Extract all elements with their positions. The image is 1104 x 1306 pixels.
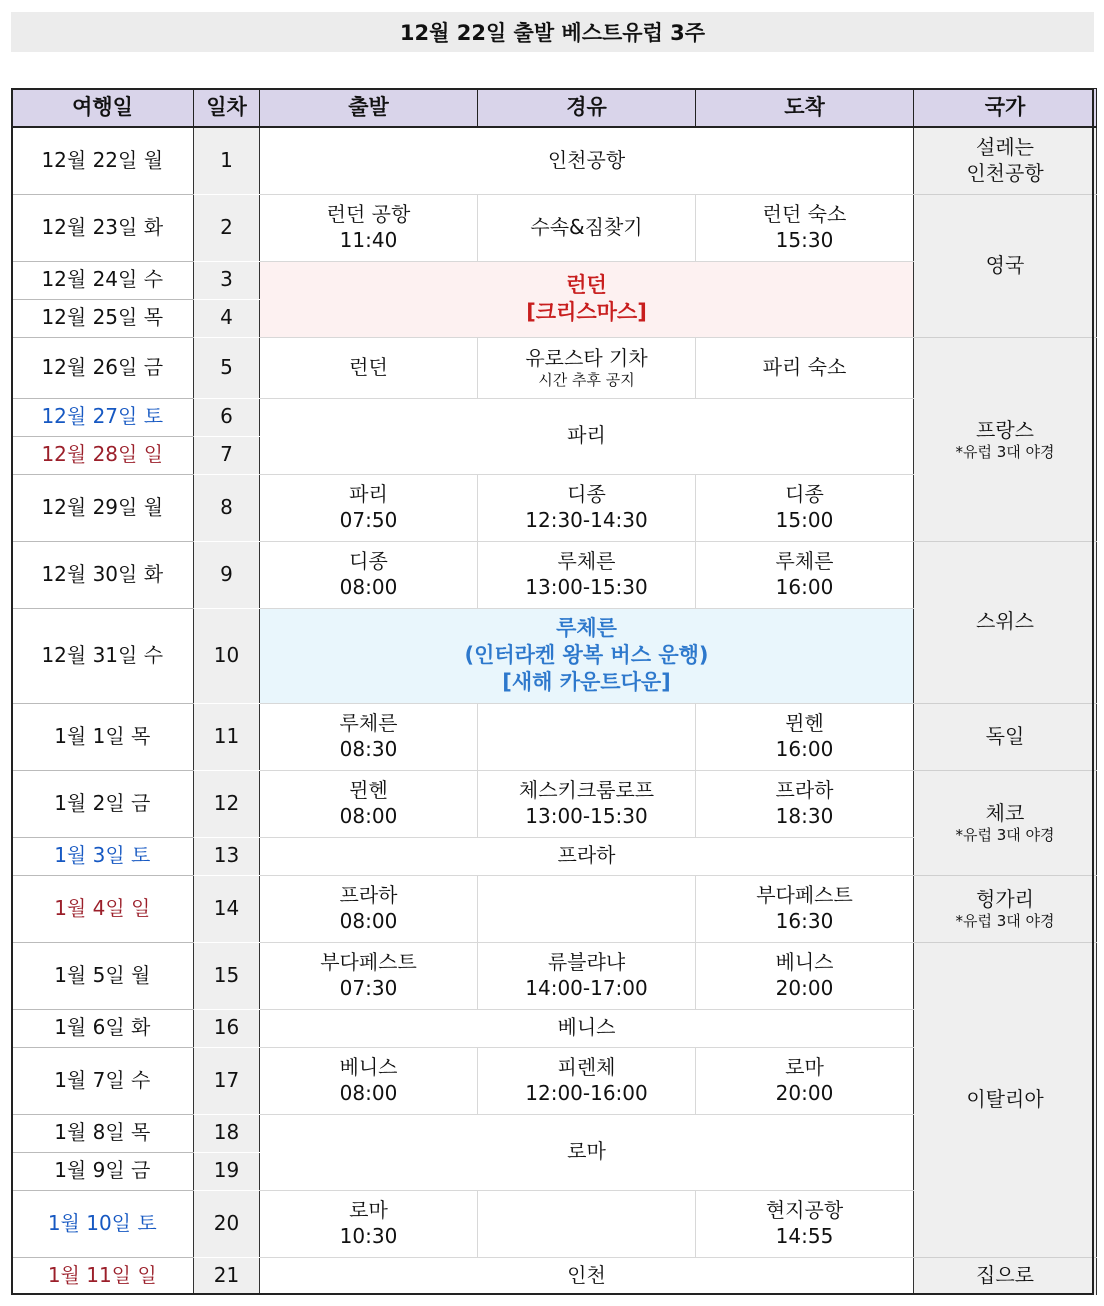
table-row	[12, 337, 1097, 398]
place: 뮌헨	[349, 777, 388, 802]
time: 08:00	[339, 574, 398, 599]
place: 류블랴냐	[547, 949, 626, 974]
day-cell: 1	[194, 127, 260, 194]
place: 유로스타 기차	[525, 346, 648, 371]
via-cell: 수속&짐찾기	[478, 194, 696, 261]
time: 07:50	[339, 507, 398, 532]
date-cell: 1월 3일 토	[12, 837, 194, 875]
place: 프라하	[775, 777, 834, 802]
col-header-country: 국가	[914, 89, 1097, 128]
date-cell: 12월 29일 월	[12, 474, 194, 541]
via-cell	[478, 875, 696, 942]
time: 16:00	[775, 574, 834, 599]
country-name: 체코	[985, 801, 1025, 826]
arrival-cell	[696, 541, 914, 608]
time: 08:00	[339, 908, 398, 933]
table-row	[12, 703, 1097, 770]
day-cell: 8	[194, 474, 260, 541]
highlight-line: [크리스마스]	[526, 300, 647, 324]
col-header-via: 경유	[478, 89, 696, 128]
place: 프라하	[339, 882, 398, 907]
date-cell: 12월 23일 화	[12, 194, 194, 261]
day-cell: 6	[194, 398, 260, 436]
place: 로마	[785, 1054, 824, 1079]
place: 뮌헨	[785, 710, 824, 735]
date-cell: 1월 8일 목	[12, 1114, 194, 1152]
via-cell	[478, 337, 696, 398]
departure-cell: 런던	[260, 337, 478, 398]
activity-cell: 파리	[260, 398, 914, 474]
highlight-line: [새해 카운트다운]	[502, 669, 671, 694]
date-cell: 1월 9일 금	[12, 1152, 194, 1190]
day-cell: 21	[194, 1257, 260, 1295]
day-cell: 13	[194, 837, 260, 875]
date-cell: 1월 7일 수	[12, 1047, 194, 1114]
header-row	[12, 89, 1097, 128]
table-row	[12, 875, 1097, 942]
date-cell: 1월 10일 토	[12, 1190, 194, 1257]
arrival-cell	[696, 194, 914, 261]
country-note: *유럽 3대 야경	[955, 442, 1055, 461]
country-line: 설레는	[976, 135, 1034, 160]
via-cell	[478, 1190, 696, 1257]
table-row	[12, 194, 1097, 261]
table-row	[12, 541, 1097, 608]
col-header-day: 일차	[194, 89, 260, 128]
country-name: 헝가리	[976, 887, 1034, 912]
date-cell: 12월 26일 금	[12, 337, 194, 398]
country-cell	[914, 127, 1097, 194]
place: 런던 숙소	[762, 201, 847, 226]
time: 13:00-15:30	[525, 574, 648, 599]
time: 12:00-16:00	[525, 1080, 648, 1105]
day-cell: 14	[194, 875, 260, 942]
place: 루체른	[557, 548, 616, 573]
country-line: 인천공항	[966, 160, 1044, 185]
time: 15:30	[775, 227, 834, 252]
time: 08:00	[339, 803, 398, 828]
via-cell	[478, 541, 696, 608]
time: 20:00	[775, 1080, 834, 1105]
country-cell	[914, 337, 1097, 541]
time: 18:30	[775, 803, 834, 828]
date-cell: 1월 5일 월	[12, 942, 194, 1009]
via-cell	[478, 1047, 696, 1114]
activity-cell: 인천	[260, 1257, 914, 1295]
day-cell: 17	[194, 1047, 260, 1114]
time: 15:00	[775, 507, 834, 532]
london-christmas-cell	[260, 261, 914, 337]
day-cell: 12	[194, 770, 260, 837]
activity-cell: 인천공항	[260, 127, 914, 194]
place: 디종	[349, 548, 388, 573]
via-cell	[478, 942, 696, 1009]
time: 10:30	[339, 1223, 398, 1248]
arrival-cell	[696, 1047, 914, 1114]
place: 런던 공항	[326, 201, 411, 226]
arrival-cell	[696, 474, 914, 541]
departure-cell	[260, 1047, 478, 1114]
time: 08:30	[339, 736, 398, 761]
departure-cell	[260, 194, 478, 261]
day-cell: 3	[194, 261, 260, 299]
place: 현지공항	[765, 1197, 844, 1222]
departure-cell	[260, 1190, 478, 1257]
date-cell: 1월 2일 금	[12, 770, 194, 837]
country-cell: 영국	[914, 194, 1097, 337]
place: 디종	[785, 481, 824, 506]
date-cell: 12월 31일 수	[12, 608, 194, 703]
table-row	[12, 1257, 1097, 1295]
place: 파리	[349, 481, 388, 506]
table-row	[12, 770, 1097, 837]
activity-cell: 프라하	[260, 837, 914, 875]
day-cell: 11	[194, 703, 260, 770]
highlight-line: 런던	[566, 273, 607, 298]
country-cell	[914, 770, 1097, 875]
departure-cell	[260, 541, 478, 608]
lucerne-newyear-cell	[260, 608, 914, 703]
departure-cell	[260, 770, 478, 837]
place: 베니스	[775, 949, 834, 974]
day-cell: 20	[194, 1190, 260, 1257]
country-cell: 집으로	[914, 1257, 1097, 1295]
time: 16:00	[775, 736, 834, 761]
departure-cell	[260, 474, 478, 541]
place: 부다페스트	[756, 882, 853, 907]
day-cell: 5	[194, 337, 260, 398]
table-row	[12, 127, 1097, 194]
date-cell: 1월 4일 일	[12, 875, 194, 942]
date-cell: 12월 25일 목	[12, 299, 194, 337]
date-cell: 1월 1일 목	[12, 703, 194, 770]
date-cell: 12월 30일 화	[12, 541, 194, 608]
place: 베니스	[339, 1054, 398, 1079]
day-cell: 19	[194, 1152, 260, 1190]
date-cell: 1월 6일 화	[12, 1009, 194, 1047]
place: 체스키크룸로프	[518, 777, 655, 802]
country-cell: 이탈리아	[914, 942, 1097, 1257]
date-cell: 12월 22일 월	[12, 127, 194, 194]
itinerary-table	[11, 88, 1097, 1295]
time: 16:30	[775, 908, 834, 933]
col-header-date: 여행일	[12, 89, 194, 128]
arrival-cell: 파리 숙소	[696, 337, 914, 398]
day-cell: 16	[194, 1009, 260, 1047]
time: 12:30-14:30	[525, 507, 648, 532]
country-cell: 스위스	[914, 541, 1097, 703]
col-header-arrival: 도착	[696, 89, 914, 128]
departure-cell	[260, 703, 478, 770]
activity-cell: 로마	[260, 1114, 914, 1190]
page-title: 12월 22일 출발 베스트유럽 3주	[11, 12, 1094, 52]
day-cell: 7	[194, 436, 260, 474]
date-cell: 1월 11일 일	[12, 1257, 194, 1295]
place: 피렌체	[557, 1054, 616, 1079]
country-note: *유럽 3대 야경	[955, 826, 1055, 845]
highlight-line: 루체른	[556, 616, 617, 641]
departure-cell	[260, 875, 478, 942]
arrival-cell	[696, 1190, 914, 1257]
time: 13:00-15:30	[525, 803, 648, 828]
place: 루체른	[339, 710, 398, 735]
arrival-cell	[696, 770, 914, 837]
via-cell	[478, 703, 696, 770]
arrival-cell	[696, 875, 914, 942]
country-cell	[914, 875, 1097, 942]
place: 디종	[567, 481, 606, 506]
time: 14:00-17:00	[525, 975, 648, 1000]
date-cell: 12월 27일 토	[12, 398, 194, 436]
place: 부다페스트	[320, 949, 417, 974]
time: 07:30	[339, 975, 398, 1000]
time: 20:00	[775, 975, 834, 1000]
col-header-departure: 출발	[260, 89, 478, 128]
via-note: 시간 추후 공지	[538, 371, 635, 390]
country-name: 프랑스	[976, 417, 1034, 442]
day-cell: 4	[194, 299, 260, 337]
departure-cell	[260, 942, 478, 1009]
place: 로마	[349, 1197, 388, 1222]
country-note: *유럽 3대 야경	[955, 912, 1055, 931]
table-row	[12, 942, 1097, 1009]
arrival-cell	[696, 942, 914, 1009]
activity-cell: 베니스	[260, 1009, 914, 1047]
date-cell: 12월 24일 수	[12, 261, 194, 299]
day-cell: 2	[194, 194, 260, 261]
day-cell: 10	[194, 608, 260, 703]
date-cell: 12월 28일 일	[12, 436, 194, 474]
place: 루체른	[775, 548, 834, 573]
arrival-cell	[696, 703, 914, 770]
highlight-line: (인터라켄 왕복 버스 운행)	[464, 643, 709, 668]
day-cell: 18	[194, 1114, 260, 1152]
day-cell: 15	[194, 942, 260, 1009]
time: 14:55	[775, 1223, 834, 1248]
country-cell: 독일	[914, 703, 1097, 770]
day-cell: 9	[194, 541, 260, 608]
via-cell	[478, 474, 696, 541]
time: 08:00	[339, 1080, 398, 1105]
time: 11:40	[339, 227, 398, 252]
via-cell	[478, 770, 696, 837]
